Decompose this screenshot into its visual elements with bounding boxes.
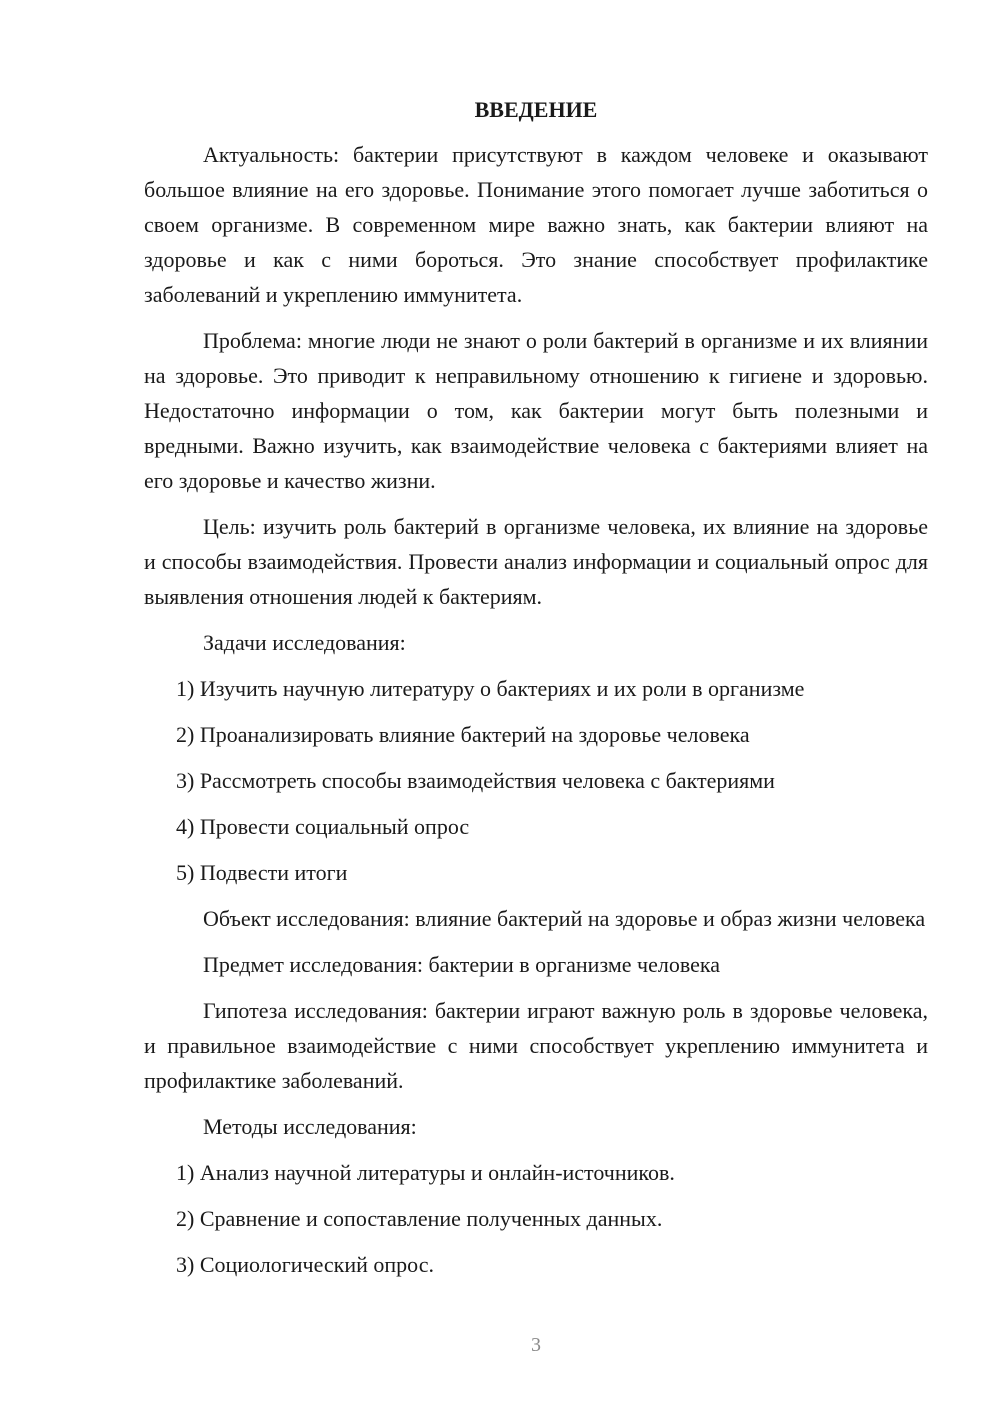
- relevance-paragraph: Актуальность: бактерии присутствуют в каждом человеке и оказывают большое влияние на его здоровье. Понимание этого помогает лучше заботиться о своем организме. В современном мире важно знать, как бактерии влияют на здоровье и как с ними бороться. Это знание способствует профилактике заболеваний и укреплению иммунитета.: [144, 142, 928, 307]
- page-title: ВВЕДЕНИЕ: [474, 97, 598, 122]
- list-item: 2) Проанализировать влияние бактерий на здоровье человека: [176, 722, 750, 747]
- object-paragraph: Объект исследования: влияние бактерий на здоровье и образ жизни человека: [203, 906, 926, 931]
- page-number: 3: [531, 1334, 541, 1356]
- list-item: 1) Анализ научной литературы и онлайн-источников.: [176, 1160, 675, 1185]
- subject-paragraph: Предмет исследования: бактерии в организме человека: [203, 952, 720, 977]
- list-item: 3) Социологический опрос.: [176, 1252, 434, 1277]
- hypothesis-paragraph: Гипотеза исследования: бактерии играют важную роль в здоровье человека, и правильное взаимодействие с ними способствует укреплению иммунитета и профилактике заболеваний.: [144, 998, 928, 1093]
- list-item: 4) Провести социальный опрос: [176, 814, 470, 839]
- methods-heading: Методы исследования:: [203, 1114, 417, 1139]
- page-content: [144, 92, 928, 1293]
- list-item: 2) Сравнение и сопоставление полученных данных.: [176, 1206, 663, 1231]
- tasks-heading: Задачи исследования:: [203, 630, 406, 655]
- methods-list: [144, 1155, 928, 1282]
- problem-paragraph: Проблема: многие люди не знают о роли бактерий в организме и их влиянии на здоровье. Это приводит к неправильному отношению к гигиене и здоровью. Недостаточно информации о том, как бактерии могут быть полезными и вредными. Важно изучить, как взаимодействие человека с бактериями влияет на его здоровье и качество жизни.: [144, 328, 928, 493]
- goal-paragraph: Цель: изучить роль бактерий в организме человека, их влияние на здоровье и способы взаимодействия. Провести анализ информации и социальный опрос для выявления отношения людей к бактериям.: [144, 514, 928, 609]
- tasks-list: [144, 671, 928, 890]
- list-item: 1) Изучить научную литературу о бактериях и их роли в организме: [176, 676, 805, 701]
- list-item: 5) Подвести итоги: [176, 860, 348, 885]
- list-item: 3) Рассмотреть способы взаимодействия человека с бактериями: [176, 768, 775, 793]
